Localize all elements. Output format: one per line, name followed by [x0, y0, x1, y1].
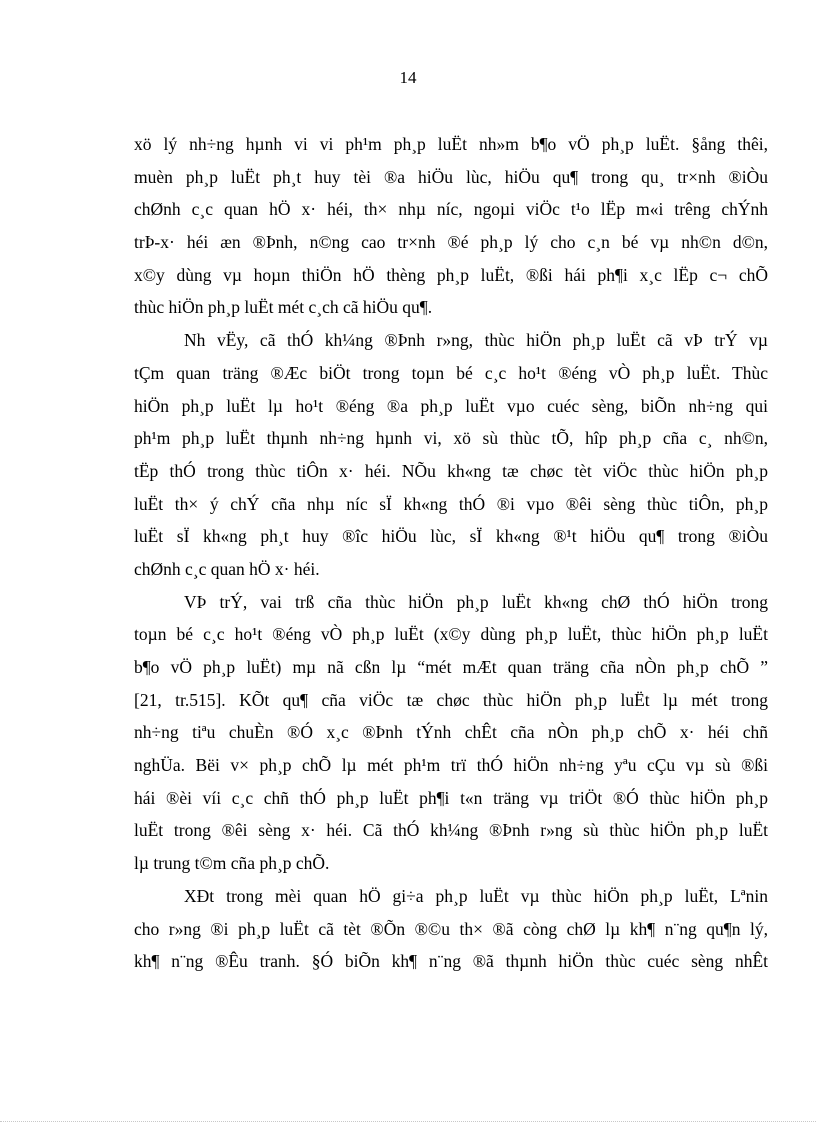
text-line: tËp thÓ trong thùc tiÔn x· héi. NÕu kh«ng tæ chøc tèt viÖc thùc hiÖn ph¸p: [134, 460, 768, 481]
paragraph-4: [134, 880, 768, 978]
text-line: b¶o vÖ ph¸p luËt) mµ nã cßn lµ “mét mÆt quan träng cña nÒn ph¸p chÕ ”: [134, 657, 768, 677]
text-line: chØnh c¸c quan hÖ x· héi.: [134, 558, 320, 579]
text-line: thùc hiÖn ph¸p luËt mét c¸ch cã hiÖu qu¶.: [134, 297, 433, 318]
text-line: nh÷ng tiªu chuÈn ®Ó x¸c ®Þnh tÝnh chÊt cña nÒn ph¸p chÕ x· héi chñ: [134, 722, 768, 743]
text-line: luËt sÏ kh«ng ph¸t huy ®îc hiÖu lùc, sÏ kh«ng ®¹t hiÖu qu¶ trong ®iÒu: [134, 526, 768, 547]
text-line: chØnh c¸c quan hÖ x· héi, th× nhµ níc, ngoµi viÖc t¹o lËp m«i trêng chÝnh: [134, 199, 768, 220]
text-line: luËt th× ý chÝ cña nhµ níc sÏ kh«ng thÓ ®i vµo ®êi sèng thùc tiÔn, ph¸p: [134, 493, 768, 514]
text-line: x©y dùng vµ hoµn thiÖn hÖ thèng ph¸p luËt, ®ßi hái ph¶i x¸c lËp c¬ chÕ: [134, 264, 768, 285]
text-line: muèn ph¸p luËt ph¸t huy tèi ®a hiÖu lùc, hiÖu qu¶ trong qu¸ tr×nh ®iÒu: [134, 166, 768, 187]
paragraph-3: [134, 586, 768, 880]
text-line: kh¶ n¨ng ®Êu tranh. §Ó biÕn kh¶ n¨ng ®ã thµnh hiÖn thùc cuéc sèng nhÊt: [134, 951, 768, 972]
text-line: lµ trung t©m cña ph¸p chÕ.: [134, 853, 330, 874]
body-text: [134, 128, 768, 978]
text-line: cho r»ng ®i ph¸p luËt cã tèt ®Õn ®©u th× ®ã còng chØ lµ kh¶ n¨ng qu¶n lý,: [134, 918, 768, 939]
text-line: XÐt trong mèi quan hÖ gi÷a ph¸p luËt vµ thùc hiÖn ph¸p luËt, Lªnin: [184, 885, 768, 906]
text-line: trÞ-x· héi æn ®Þnh, n©ng cao tr×nh ®é ph¸p lý cho c¸n bé vµ nh©n d©n,: [134, 232, 768, 253]
text-line: VÞ trÝ, vai trß cña thùc hiÖn ph¸p luËt kh«ng chØ thÓ hiÖn trong: [184, 591, 768, 612]
text-line: tÇm quan träng ®Æc biÖt trong toµn bé c¸c ho¹t ®éng vÒ ph¸p luËt. Thùc: [134, 362, 768, 383]
text-line: ph¹m ph¸p luËt thµnh nh÷ng hµnh vi, xö sù thùc tÕ, hîp ph¸p cña c¸ nh©n,: [134, 428, 768, 449]
text-line: Nh vËy, cã thÓ kh¼ng ®Þnh r»ng, thùc hiÖn ph¸p luËt cã vÞ trÝ vµ: [184, 330, 768, 351]
text-line: toµn bé c¸c ho¹t ®éng vÒ ph¸p luËt (x©y dùng ph¸p luËt, thùc hiÖn ph¸p luËt: [134, 624, 768, 645]
text-line: hái ®èi víi c¸c chñ thÓ ph¸p luËt ph¶i t«n träng vµ triÖt ®Ó thùc hiÖn ph¸p: [134, 787, 768, 808]
page-number: 14: [399, 68, 417, 87]
text-line: [21, tr.515]. KÕt qu¶ cña viÖc tæ chøc thùc hiÖn ph¸p luËt lµ mét trong: [134, 689, 768, 710]
paragraph-2: [134, 324, 768, 586]
text-line: luËt trong ®êi sèng x· héi. Cã thÓ kh¼ng ®Þnh r»ng sù thùc hiÖn ph¸p luËt: [134, 820, 768, 841]
text-line: xö lý nh÷ng hµnh vi vi ph¹m ph¸p luËt nh»m b¶o vÖ ph¸p luËt. §ång thêi,: [134, 134, 768, 154]
text-line: hiÖn ph¸p luËt lµ ho¹t ®éng ®a ph¸p luËt vµo cuéc sèng, biÕn nh÷ng qui: [134, 395, 768, 416]
text-line: nghÜa. Bëi v× ph¸p chÕ lµ mét ph¹m trï thÓ hiÖn nh÷ng yªu cÇu vµ sù ®ßi: [134, 755, 768, 776]
paragraph-1: [134, 128, 768, 324]
page-bottom-divider: [0, 1121, 816, 1122]
